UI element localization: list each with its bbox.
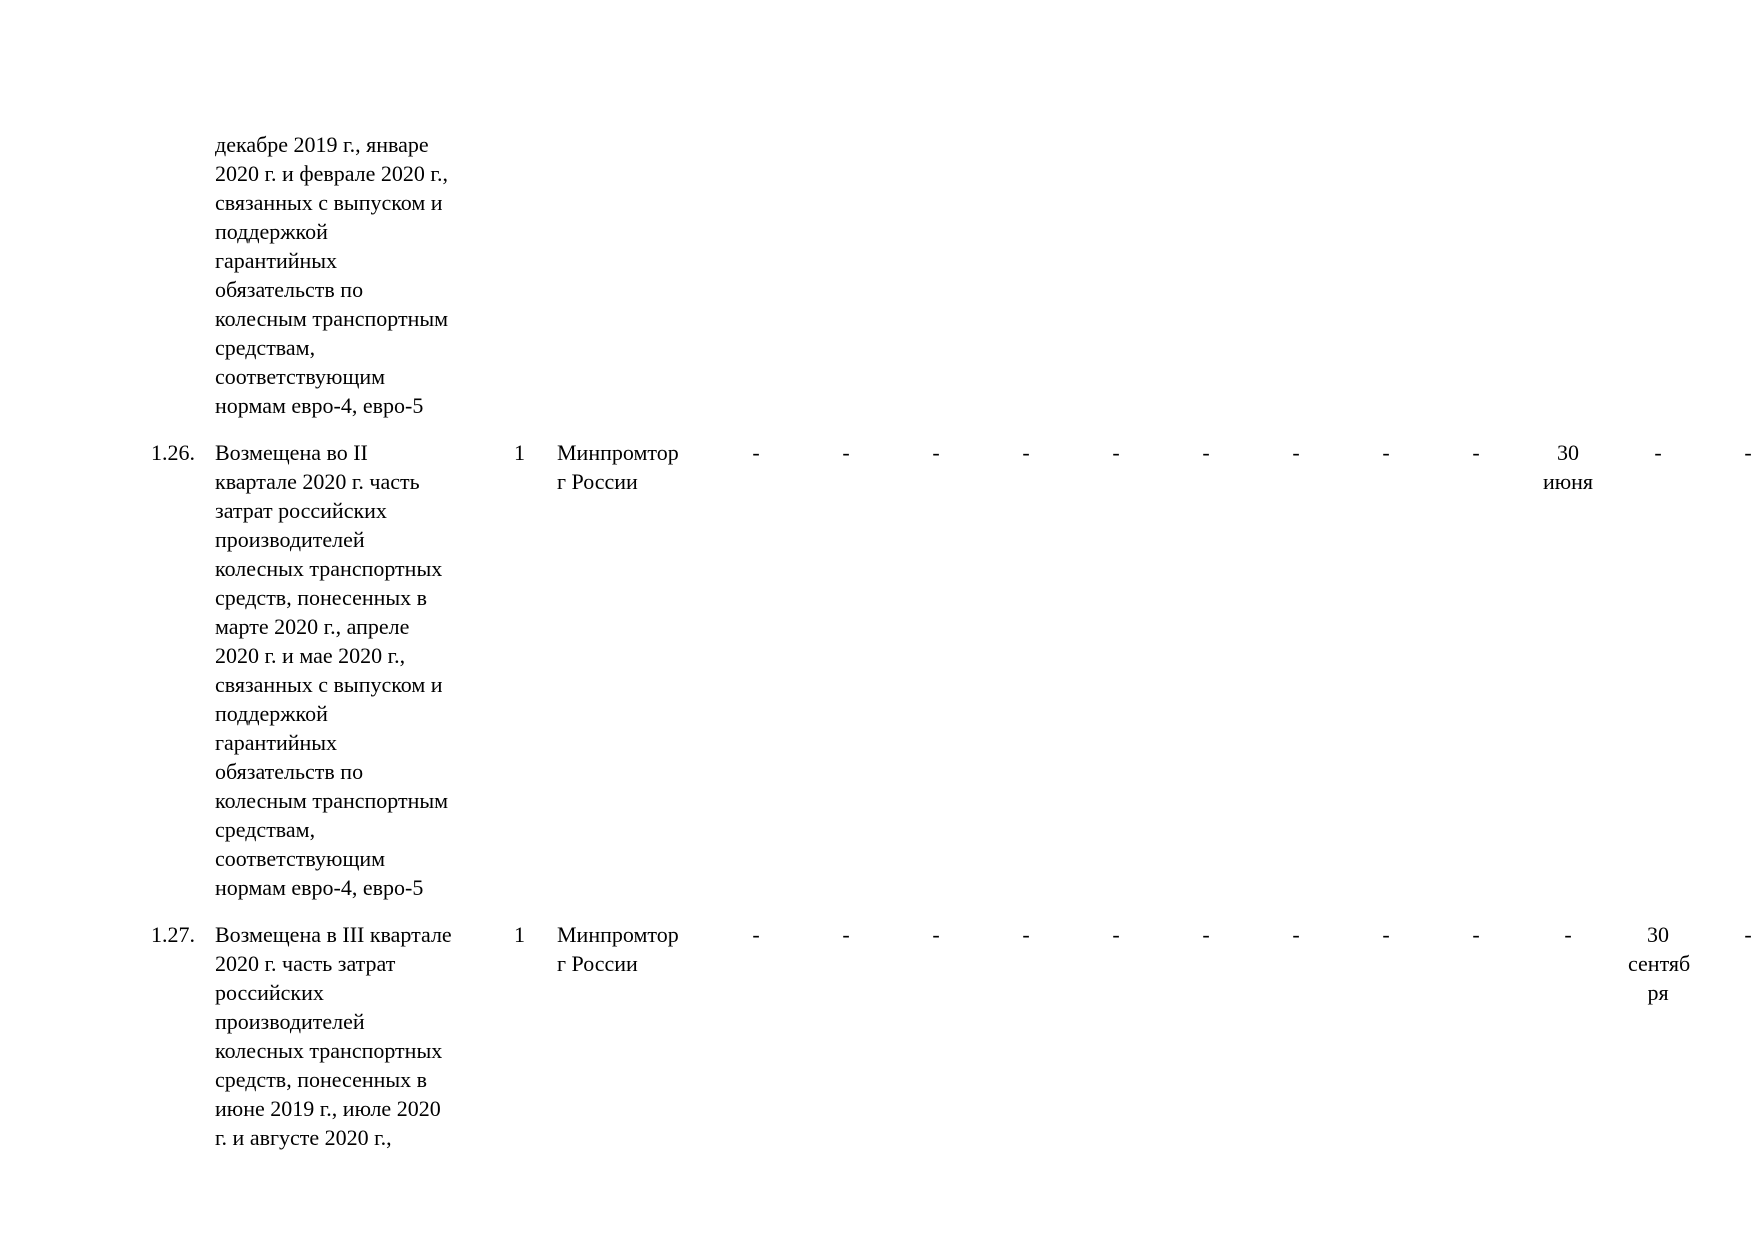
description-line: средствам, (215, 817, 316, 842)
description-line: средств, понесенных в (215, 1067, 428, 1092)
description-line: поддержкой (215, 219, 328, 244)
description-line: гарантийных (215, 248, 338, 273)
schedule-cell-line: - (1022, 440, 1030, 465)
schedule-cell (1538, 438, 1598, 496)
schedule-cell (816, 438, 876, 467)
row-description (215, 920, 452, 1152)
row-number: 1.26. (151, 440, 195, 465)
row-quantity: 1 (514, 922, 525, 947)
schedule-cell-line: - (1744, 922, 1752, 947)
schedule-cell-line: - (1292, 922, 1300, 947)
schedule-cell (1266, 438, 1326, 467)
description-line: обязательств по (215, 759, 364, 784)
schedule-cell-line: - (932, 440, 940, 465)
description-line: соответствующим (215, 364, 386, 389)
schedule-cell-line: - (1654, 440, 1662, 465)
description-line: г. и августе 2020 г., (215, 1125, 392, 1150)
description-line: Возмещена во II (215, 440, 368, 465)
schedule-cell-line: - (842, 922, 850, 947)
schedule-cell-line: - (752, 922, 760, 947)
schedule-cell-line: - (1292, 440, 1300, 465)
schedule-cell (1446, 920, 1506, 949)
schedule-cell (1176, 438, 1236, 467)
schedule-cell (1718, 438, 1754, 467)
description-line: российских (215, 980, 324, 1005)
schedule-cell-line: - (1472, 440, 1480, 465)
schedule-cell-line: - (1202, 922, 1210, 947)
schedule-cell (1356, 920, 1416, 949)
row-quantity: 1 (514, 440, 525, 465)
schedule-cell (1538, 920, 1598, 949)
executor-line: г России (557, 469, 638, 494)
description-line: колесных транспортных (215, 1038, 443, 1063)
schedule-cell-line: - (1022, 922, 1030, 947)
row-description (215, 438, 448, 902)
description-line: нормам евро-4, евро-5 (215, 875, 424, 900)
schedule-cell-line: июня (1542, 469, 1594, 494)
executor-line: г России (557, 951, 638, 976)
schedule-cell (726, 920, 786, 949)
schedule-cell (906, 438, 966, 467)
description-line: связанных с выпуском и (215, 190, 443, 215)
schedule-cell-line: - (1112, 440, 1120, 465)
description-line: колесных транспортных (215, 556, 443, 581)
schedule-cell (1356, 438, 1416, 467)
row-number: 1.27. (151, 922, 195, 947)
description-line: марте 2020 г., апреле (215, 614, 410, 639)
description-line: связанных с выпуском и (215, 672, 443, 697)
row-executor (557, 920, 679, 978)
schedule-cell (1628, 920, 1691, 1007)
schedule-cell (996, 920, 1056, 949)
description-line: 2020 г. часть затрат (215, 951, 396, 976)
description-line: колесным транспортным (215, 788, 449, 813)
schedule-cell-line: - (1202, 440, 1210, 465)
row-executor (557, 438, 679, 496)
schedule-cell-line: 30 (1557, 440, 1579, 465)
schedule-cell (726, 438, 786, 467)
schedule-cell (816, 920, 876, 949)
schedule-cell (996, 438, 1056, 467)
schedule-cell-line: - (1472, 922, 1480, 947)
schedule-cell (1718, 920, 1754, 949)
schedule-cell-line: сентяб (1628, 951, 1691, 976)
description-line: средств, понесенных в (215, 585, 428, 610)
schedule-cell-line: ря (1647, 980, 1669, 1005)
schedule-cell-line: - (1744, 440, 1752, 465)
description-line: поддержкой (215, 701, 328, 726)
schedule-cell-line: - (1382, 440, 1390, 465)
continued-description (215, 130, 448, 420)
schedule-cell (1628, 438, 1688, 467)
description-line: нормам евро-4, евро-5 (215, 393, 424, 418)
executor-line: Минпромтор (557, 440, 679, 465)
schedule-cell (1086, 920, 1146, 949)
description-line: производителей (215, 1009, 365, 1034)
schedule-cell-line: - (932, 922, 940, 947)
description-line: 2020 г. и феврале 2020 г., (215, 161, 448, 186)
schedule-cell (1086, 438, 1146, 467)
description-line: 2020 г. и мае 2020 г., (215, 643, 406, 668)
schedule-cell-line: - (1112, 922, 1120, 947)
schedule-cell (906, 920, 966, 949)
executor-line: Минпромтор (557, 922, 679, 947)
description-line: обязательств по (215, 277, 364, 302)
description-line: колесным транспортным (215, 306, 449, 331)
description-line: соответствующим (215, 846, 386, 871)
description-line: июне 2019 г., июле 2020 (215, 1096, 441, 1121)
schedule-cell (1176, 920, 1236, 949)
description-line: производителей (215, 527, 365, 552)
description-line: квартале 2020 г. часть (215, 469, 420, 494)
schedule-cell-line: - (842, 440, 850, 465)
description-line: декабре 2019 г., январе (215, 132, 429, 157)
schedule-cell (1446, 438, 1506, 467)
description-line: Возмещена в III квартале (215, 922, 452, 947)
schedule-cell (1266, 920, 1326, 949)
schedule-cell-line: - (1382, 922, 1390, 947)
description-line: гарантийных (215, 730, 338, 755)
schedule-cell-line: - (752, 440, 760, 465)
description-line: затрат российских (215, 498, 387, 523)
schedule-cell-line: 30 (1647, 922, 1669, 947)
schedule-cell-line: - (1564, 922, 1572, 947)
description-line: средствам, (215, 335, 316, 360)
